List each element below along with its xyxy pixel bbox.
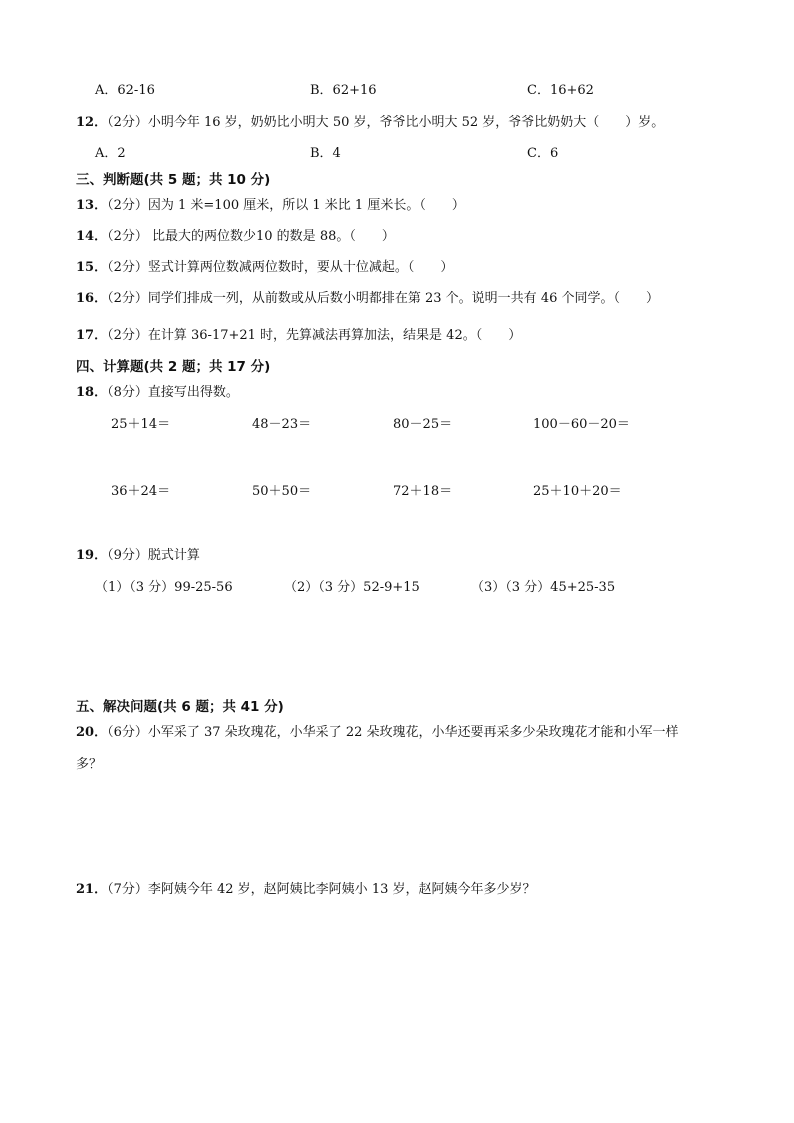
question-15 xyxy=(76,259,453,277)
question-score: （2分） xyxy=(107,198,148,213)
q12-option-a: A．2 xyxy=(95,146,126,161)
q12-option-c: C．6 xyxy=(527,146,559,161)
question-number: 13． xyxy=(76,198,108,213)
question-text: 脱式计算 xyxy=(147,548,200,563)
question-number: 17． xyxy=(76,328,108,343)
question-score: （8分） xyxy=(107,385,148,400)
question-text: 在计算 36-17+21 时，先算减法再算加法，结果是 42。（ ） xyxy=(147,328,522,343)
q11-option-b: B．62+16 xyxy=(310,83,377,98)
q18-expression: 48－23＝ xyxy=(252,417,312,432)
q11-option-a: A．62-16 xyxy=(95,83,155,98)
question-number: 15． xyxy=(76,260,108,275)
q19-item: （2）（3 分）52-9+15 xyxy=(284,580,420,595)
question-number: 16． xyxy=(76,291,108,306)
question-19 xyxy=(76,547,200,565)
question-text: 直接写出得数。 xyxy=(147,385,239,400)
q19-item: （1）（3 分）99-25-56 xyxy=(95,580,233,595)
q18-expression: 25＋14＝ xyxy=(111,417,171,432)
question-number: 21． xyxy=(76,882,108,897)
question-score: （2分） xyxy=(107,328,148,343)
question-number: 12． xyxy=(76,115,108,130)
question-18 xyxy=(76,384,239,402)
question-12 xyxy=(76,114,664,132)
q18-expression: 36＋24＝ xyxy=(111,484,171,499)
question-text: 比最大的两位数少10 的数是 88。（ ） xyxy=(147,229,395,244)
question-score: （2分） xyxy=(107,115,148,130)
q18-expression: 50＋50＝ xyxy=(252,484,312,499)
q18-expression: 100－60－20＝ xyxy=(533,417,630,432)
question-17 xyxy=(76,327,521,345)
question-score: （2分） xyxy=(107,291,148,306)
question-number: 14． xyxy=(76,229,108,244)
question-text: 李阿姨今年 42 岁，赵阿姨比李阿姨小 13 岁，赵阿姨今年多少岁？ xyxy=(147,882,536,897)
question-14 xyxy=(76,228,395,246)
question-score: （2分） xyxy=(107,260,148,275)
section-4-heading: 四、计算题(共 2 题；共 17 分) xyxy=(76,359,271,375)
question-score: （7分） xyxy=(107,882,148,897)
question-score: （2分） xyxy=(107,229,148,244)
question-score: （6分） xyxy=(107,725,148,740)
q18-expression: 25＋10＋20＝ xyxy=(533,484,622,499)
q19-item: （3）（3 分）45+25-35 xyxy=(471,580,616,595)
q12-option-b: B．4 xyxy=(310,146,341,161)
question-text: 竖式计算两位数减两位数时，要从十位减起。（ ） xyxy=(147,260,454,275)
question-number: 18． xyxy=(76,385,108,400)
question-score: （9分） xyxy=(107,548,148,563)
q11-option-c: C．16+62 xyxy=(527,83,594,98)
question-21 xyxy=(76,881,536,899)
section-5-heading: 五、解决问题(共 6 题；共 41 分) xyxy=(76,699,284,715)
question-13 xyxy=(76,197,465,215)
question-number: 20． xyxy=(76,725,108,740)
question-20-continued: 多？ xyxy=(76,757,103,772)
section-3-heading: 三、判断题(共 5 题；共 10 分) xyxy=(76,172,271,188)
question-text: 小明今年 16 岁，奶奶比小明大 50 岁，爷爷比小明大 52 岁，爷爷比奶奶大（ ）岁。 xyxy=(147,115,665,130)
question-text: 因为 1 米=100 厘米，所以 1 米比 1 厘米长。（ ） xyxy=(147,198,465,213)
question-16 xyxy=(76,290,659,308)
question-number: 19． xyxy=(76,548,108,563)
question-20 xyxy=(76,724,679,742)
question-text: 同学们排成一列，从前数或从后数小明都排在第 23 个。说明一共有 46 个同学。（ ） xyxy=(147,291,659,306)
q18-expression: 80－25＝ xyxy=(393,417,453,432)
question-text: 小军采了 37 朵玫瑰花，小华采了 22 朵玫瑰花，小华还要再采多少朵玫瑰花才能和小军一样 xyxy=(147,725,679,740)
q18-expression: 72＋18＝ xyxy=(393,484,453,499)
